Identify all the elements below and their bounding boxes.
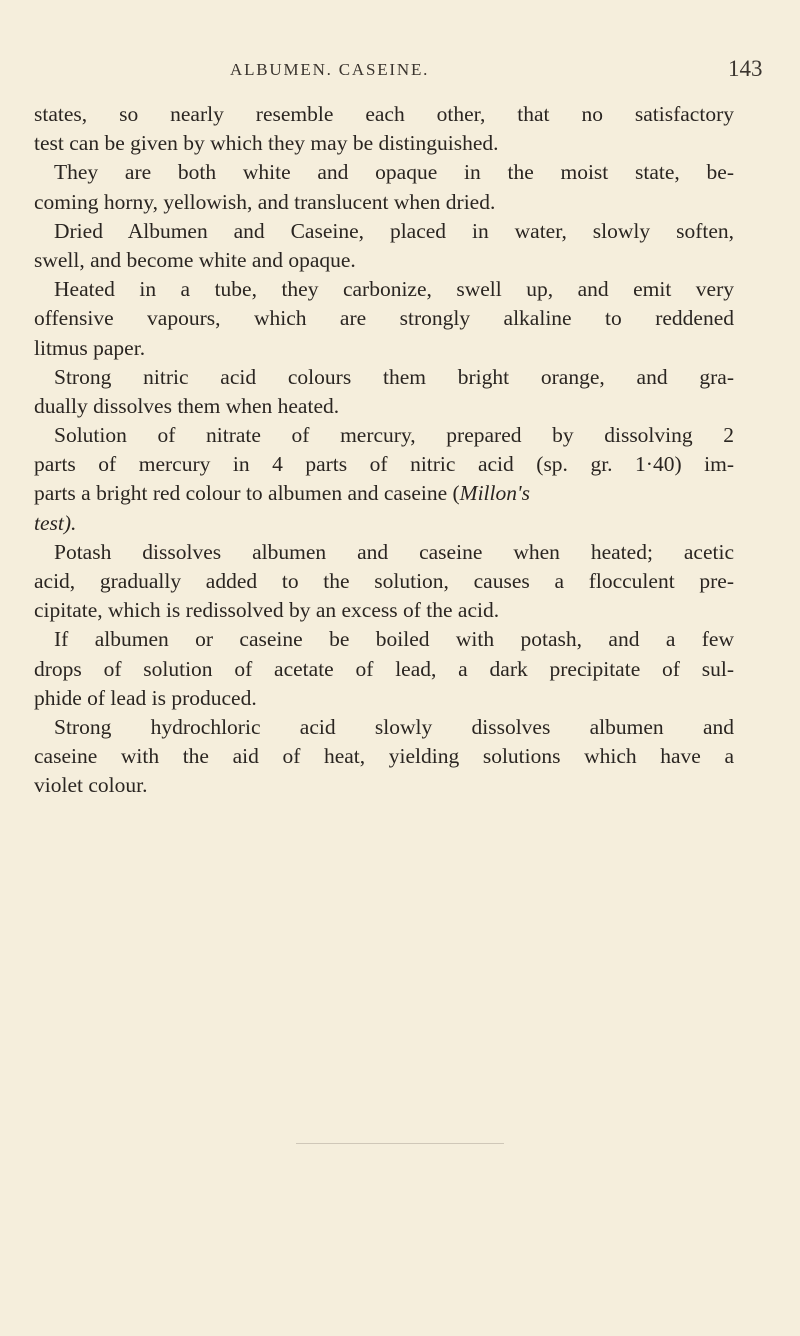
text-line: violet colour.	[34, 773, 148, 798]
text-line: test can be given by which they may be distinguished.	[34, 131, 499, 156]
running-head	[0, 56, 800, 90]
italic-citation: test).	[34, 510, 77, 535]
text-line: litmus paper.	[34, 335, 146, 360]
text-line: dually dissolves them when heated.	[34, 393, 340, 418]
text-line: Heated in a tube, they carbonize, swell up, and emit very	[54, 277, 734, 302]
text-line: Dried Albumen and Caseine, placed in water, slowly soften,	[54, 218, 734, 243]
page-number: 143	[728, 56, 763, 81]
text-line: Potash dissolves albumen and caseine when heated; acetic	[54, 539, 734, 564]
text-line: states, so nearly resemble each other, that no satisfactory	[34, 102, 734, 126]
text-line: Solution of nitrate of mercury, prepared by dissolving 2	[54, 423, 734, 448]
text-line: caseine with the aid of heat, yielding solutions which have a	[34, 744, 734, 769]
italic-citation: Millon's	[459, 481, 530, 506]
running-title: ALBUMEN. CASEINE.	[230, 60, 430, 79]
text-line: drops of solution of acetate of lead, a dark precipitate of sul-	[34, 656, 734, 681]
text-line: parts of mercury in 4 parts of nitric acid (sp. gr. 1·40) im-	[34, 452, 734, 477]
footer-rule	[296, 1143, 504, 1144]
body-text	[34, 100, 734, 801]
text-line	[34, 509, 734, 538]
text-line: cipitate, which is redissolved by an excess of the acid.	[34, 598, 500, 623]
text-line: coming horny, yellowish, and translucent when dried.	[34, 189, 496, 214]
text-segment: parts a bright red colour to albumen and caseine (	[34, 481, 460, 506]
text-line-with-italic	[34, 479, 734, 508]
text-line: If albumen or caseine be boiled with potash, and a few	[54, 627, 734, 652]
text-line: acid, gradually added to the solution, causes a flocculent pre-	[34, 569, 734, 593]
text-line: Strong nitric acid colours them bright orange, and gra-	[54, 364, 734, 389]
text-line: They are both white and opaque in the moist state, be-	[54, 160, 734, 185]
text-line: swell, and become white and opaque.	[34, 247, 356, 272]
text-line: offensive vapours, which are strongly alkaline to reddened	[34, 306, 734, 331]
text-line: phide of lead is produced.	[34, 685, 257, 710]
text-line: Strong hydrochloric acid slowly dissolves albumen and	[54, 714, 734, 739]
